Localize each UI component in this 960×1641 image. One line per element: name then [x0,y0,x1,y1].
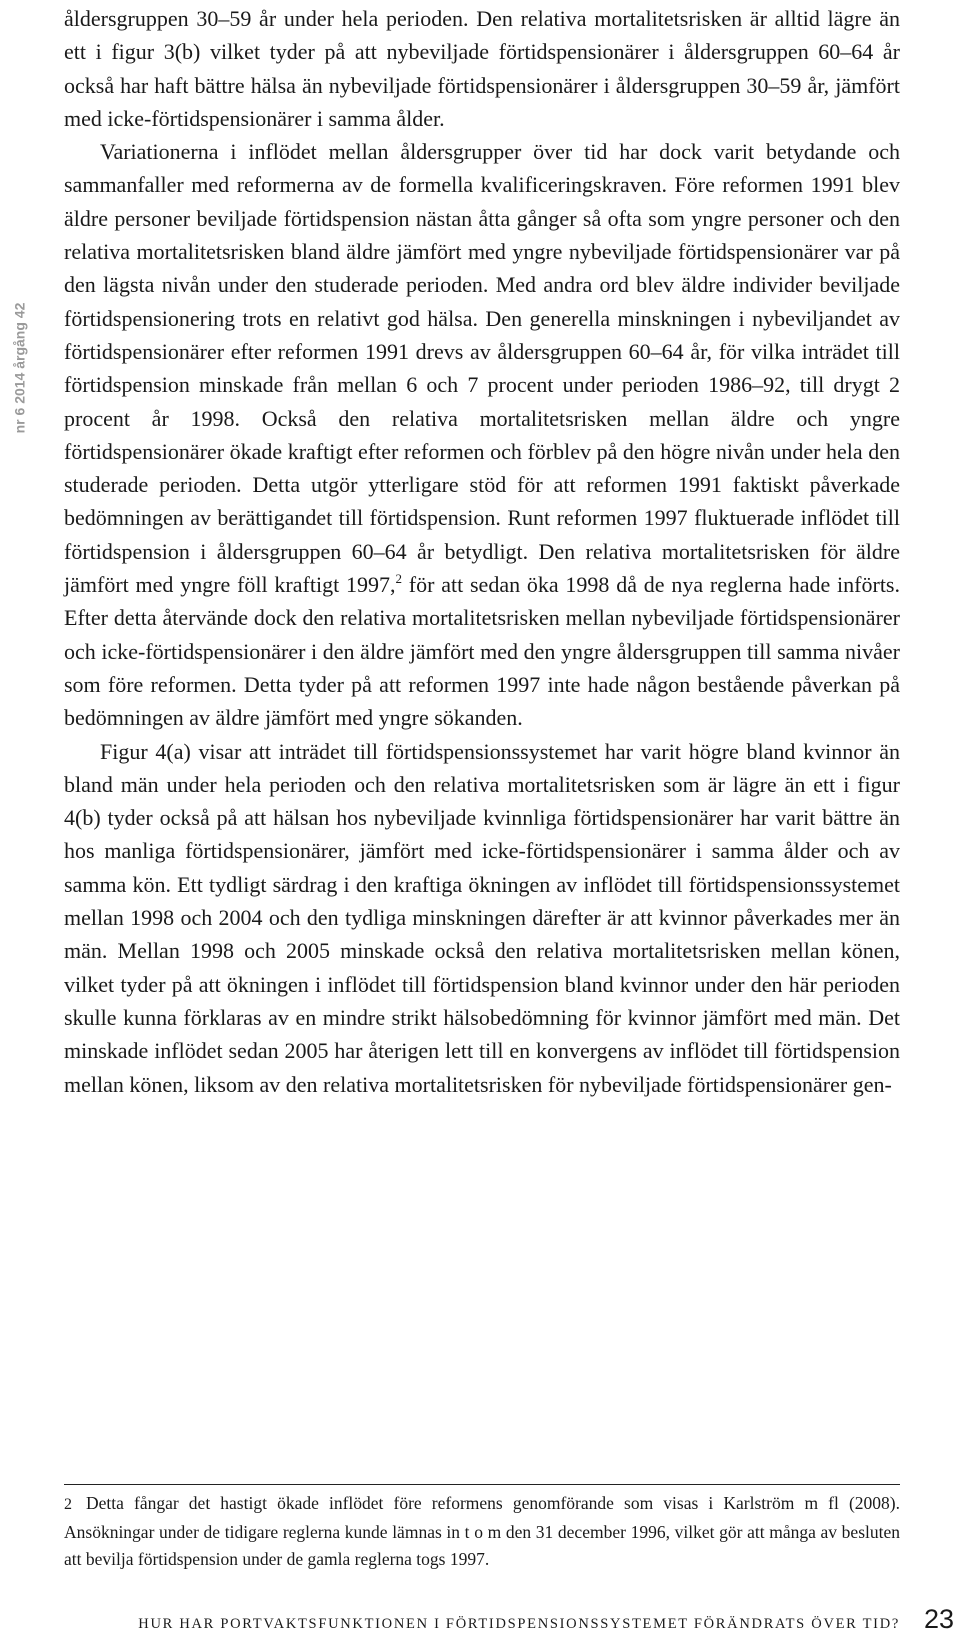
footnote [64,1490,900,1574]
journal-issue-text: nr 6 2014 årgång 42 [11,302,27,434]
running-head: HUR HAR PORTVAKTSFUNKTIONEN I FÖRTIDSPENSIONSSYSTEMET FÖRÄNDRATS ÖVER TID? [138,1616,900,1632]
paragraph-3: Figur 4(a) visar att inträdet till förtidspensionssystemet har varit högre bland kvinnor än bland män under hela perioden och den relativa mortalitetsrisken som är lägre än ett i figur 4(b) tyder också på att hälsan hos nybeviljade kvinnliga förtidspensionärer har varit bättre än hos manliga förtidspensionärer, jämfört med icke-förtidspensionärer i samma ålder och av samma kön. Ett tydligt särdrag i den kraftiga ökningen av inflödet till förtidspensionssystemet mellan 1998 och 2004 och den tydliga minskningen därefter är att kvinnor påverkades mer än män. Mellan 1998 och 2005 minskade också den relativa mortalitetsrisken mellan könen, vilket tyder på att ökningen i inflödet till förtidspension bland kvinnor under den här perioden skulle kunna förklaras av en mindre strikt hälsobedömning för kvinnor jämfört med män. Det minskade inflödet sedan 2005 har återigen lett till en konvergens av inflödet till förtidspension mellan könen, liksom av den relativa mortalitetsrisken för nybeviljade förtidspensionärer gen- [64,738,900,1097]
footnote-text: Detta fångar det hastigt ökade inflödet före reformens genomförande som visas i Karlström m fl (2008). Ansökningar under de tidigare reglerna kunde lämnas in t o m den 31 december 1996, vilket gör att många av besluten att bevilja förtidspension under de gamla reglerna togs 1997. [64,1493,900,1570]
paragraph-2 [64,135,900,734]
article-body [64,2,900,1101]
page-number: 23 [923,1604,954,1634]
paragraph-2-text-a: Variationerna i inflödet mellan åldersgrupper över tid har dock varit betydande och sammanfaller med reformerna av de formella kvalificeringskraven. Före reformen 1991 blev äldre personer beviljade förtidspension nästan åtta gånger så ofta som yngre personer och den relativa mortalitetsrisken bland äldre jämfört med yngre nybeviljade förtidspensionärer var på den lägsta nivån under den studerade perioden. Med andra ord blev äldre individer beviljade förtidspensionering trots en relativt god hälsa. Den generella minskningen i nybeviljandet av förtidspensionärer efter reformen 1991 drevs av åldersgruppen 60–64 år, för vilka inträdet till förtidspension minskade från mellan 6 och 7 procent under perioden 1986–92, till drygt 2 procent år 1998. Också den relativa mortalitetsrisken mellan äldre och yngre förtidspensionärer ökade kraftigt efter reformen och förblev på den högre nivån under hela den studerade perioden. Detta utgör ytterligare stöd för att reformen 1991 faktiskt påverkade bedömningen av berättigandet till förtidspension. Runt reformen 1997 fluktuerade inflödet till förtidspension i åldersgruppen 60–64 år betydligt. Den relativa mortalitetsrisken för äldre jämfört med yngre föll kraftigt 1997, [64,139,900,598]
footnote-number: 2 [64,1496,72,1513]
paragraph-2-text-b: för att sedan öka 1998 då de nya reglerna hade införts. Efter detta återvände dock den relativa mortalitetsrisken mellan nybeviljade förtidspensionärer och icke-förtidspensionärer i den äldre jämfört med den yngre åldersgruppen till samma nivåer som före reformen. Detta tyder på att reformen 1997 inte hade någon bestående påverkan på bedömningen av äldre jämfört med yngre sökanden. [64,572,900,731]
footnote-reference: 2 [395,571,402,587]
paragraph-1: åldersgruppen 30–59 år under hela perioden. Den relativa mortalitetsrisken är alltid lägre än ett i figur 3(b) vilket tyder på att nybeviljade förtidspensionärer i åldersgruppen 60–64 år också har haft bättre hälsa än nybeviljade förtidspensionärer i åldersgruppen 30–59 år, jämfört med icke-förtidspensionärer i samma ålder. [64,6,900,131]
journal-issue-label [4,258,34,478]
footnote-divider [64,1484,900,1485]
